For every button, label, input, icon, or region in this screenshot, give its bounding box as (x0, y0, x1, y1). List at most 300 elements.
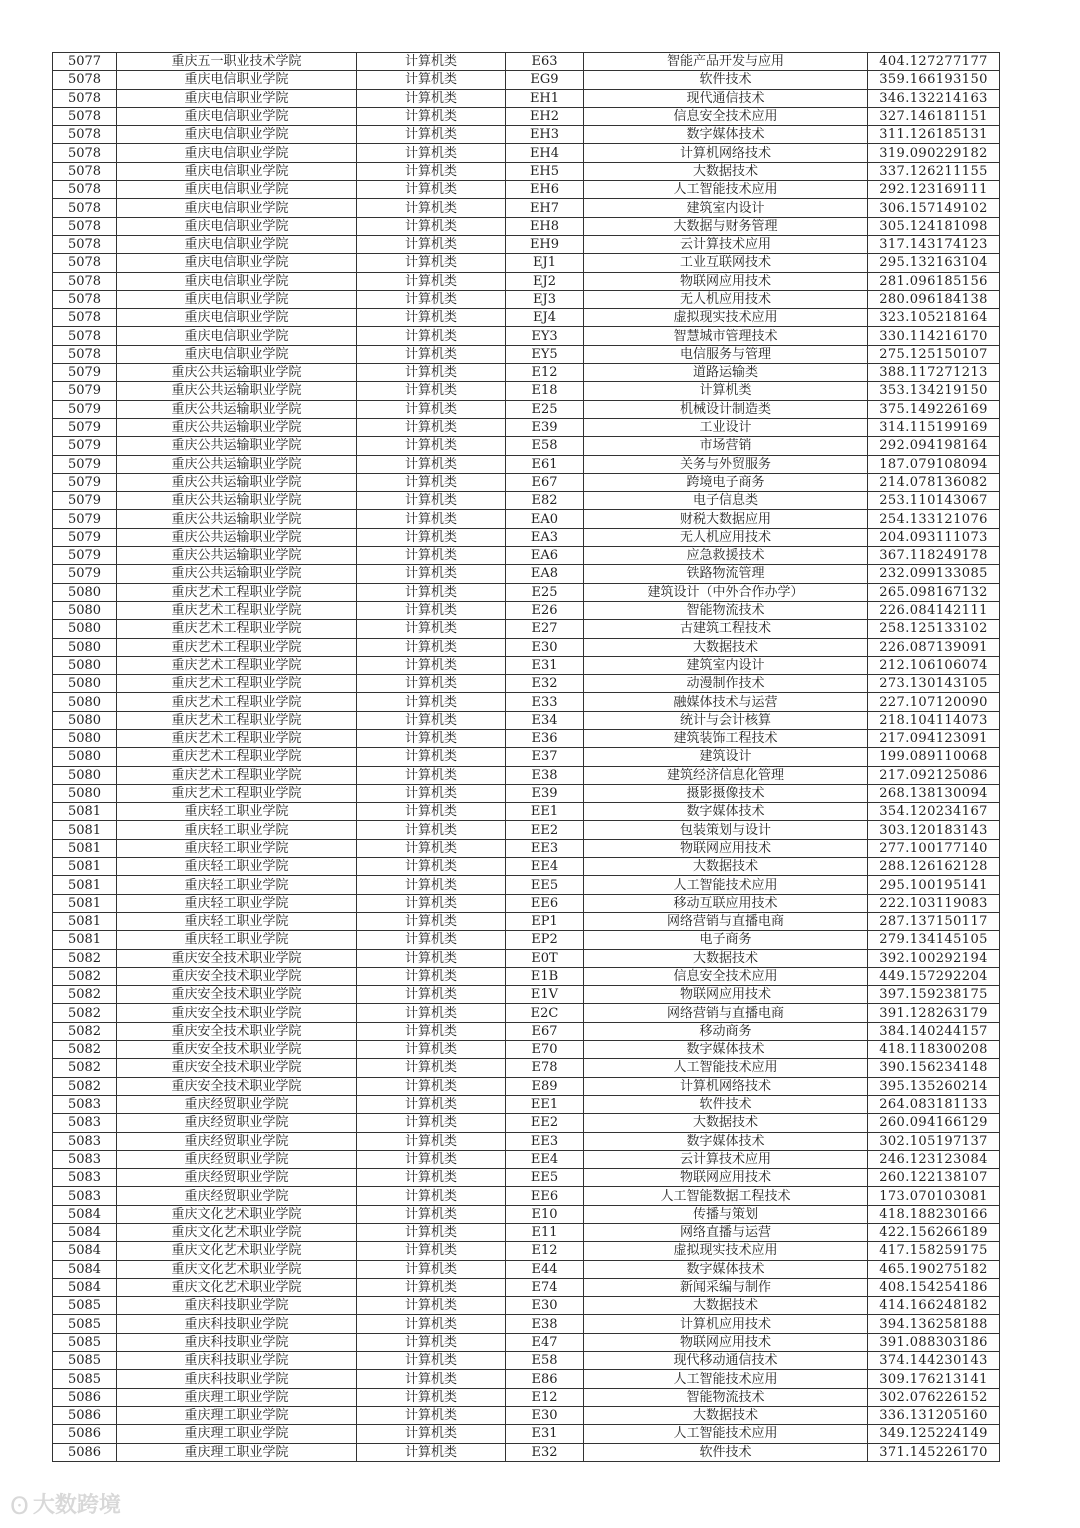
school-name-cell: 重庆安全技术职业学院 (117, 967, 357, 985)
school-code-cell: 5078 (53, 254, 117, 272)
school-name-cell: 重庆轻工职业学院 (117, 931, 357, 949)
school-name-cell: 重庆电信职业学院 (117, 345, 357, 363)
score-cell: 414.166248182 (868, 1297, 1000, 1315)
score-cell: 275.125150107 (868, 345, 1000, 363)
school-name-cell: 重庆轻工职业学院 (117, 803, 357, 821)
major-name-cell: 物联网应用技术 (584, 1333, 868, 1351)
major-name-cell: 大数据技术 (584, 638, 868, 656)
table-row (53, 931, 1000, 949)
category-cell: 计算机类 (357, 235, 506, 253)
major-code-cell: EE3 (506, 1132, 584, 1150)
score-cell: 273.130143105 (868, 675, 1000, 693)
major-code-cell: EE4 (506, 858, 584, 876)
category-cell: 计算机类 (357, 492, 506, 510)
school-name-cell: 重庆艺术工程职业学院 (117, 693, 357, 711)
table-row (53, 144, 1000, 162)
major-name-cell: 人工智能技术应用 (584, 1059, 868, 1077)
score-cell: 327.146181151 (868, 107, 1000, 125)
school-code-cell: 5077 (53, 53, 117, 71)
school-name-cell: 重庆经贸职业学院 (117, 1187, 357, 1205)
major-code-cell: EJ1 (506, 254, 584, 272)
major-code-cell: E38 (506, 766, 584, 784)
category-cell: 计算机类 (357, 382, 506, 400)
score-cell: 305.124181098 (868, 217, 1000, 235)
school-code-cell: 5078 (53, 71, 117, 89)
score-cell: 295.132163104 (868, 254, 1000, 272)
major-name-cell: 现代移动通信技术 (584, 1352, 868, 1370)
category-cell: 计算机类 (357, 528, 506, 546)
category-cell: 计算机类 (357, 675, 506, 693)
table-row (53, 473, 1000, 491)
school-name-cell: 重庆理工职业学院 (117, 1406, 357, 1424)
major-name-cell: 无人机应用技术 (584, 290, 868, 308)
table-row (53, 126, 1000, 144)
admission-score-table (52, 52, 1000, 1462)
school-code-cell: 5079 (53, 528, 117, 546)
table-row (53, 858, 1000, 876)
table-row (53, 748, 1000, 766)
table-row (53, 1169, 1000, 1187)
category-cell: 计算机类 (357, 1388, 506, 1406)
category-cell: 计算机类 (357, 1004, 506, 1022)
major-name-cell: 电子商务 (584, 931, 868, 949)
major-name-cell: 人工智能数据工程技术 (584, 1187, 868, 1205)
school-code-cell: 5083 (53, 1114, 117, 1132)
school-name-cell: 重庆安全技术职业学院 (117, 1059, 357, 1077)
category-cell: 计算机类 (357, 107, 506, 125)
major-name-cell: 大数据技术 (584, 858, 868, 876)
table-row (53, 290, 1000, 308)
score-cell: 302.105197137 (868, 1132, 1000, 1150)
score-cell: 260.122138107 (868, 1169, 1000, 1187)
category-cell: 计算机类 (357, 784, 506, 802)
table-row (53, 437, 1000, 455)
major-name-cell: 物联网应用技术 (584, 839, 868, 857)
table-row (53, 1224, 1000, 1242)
score-cell: 465.190275182 (868, 1260, 1000, 1278)
score-cell: 288.126162128 (868, 858, 1000, 876)
table-row (53, 1242, 1000, 1260)
table-row (53, 986, 1000, 1004)
score-cell: 388.117271213 (868, 364, 1000, 382)
major-code-cell: E37 (506, 748, 584, 766)
major-code-cell: EA8 (506, 565, 584, 583)
school-name-cell: 重庆轻工职业学院 (117, 839, 357, 857)
score-cell: 279.134145105 (868, 931, 1000, 949)
school-code-cell: 5085 (53, 1315, 117, 1333)
score-cell: 253.110143067 (868, 492, 1000, 510)
major-code-cell: E32 (506, 675, 584, 693)
score-cell: 353.134219150 (868, 382, 1000, 400)
major-name-cell: 数字媒体技术 (584, 1260, 868, 1278)
category-cell: 计算机类 (357, 766, 506, 784)
school-name-cell: 重庆轻工职业学院 (117, 858, 357, 876)
major-code-cell: E12 (506, 1242, 584, 1260)
major-name-cell: 虚拟现实技术应用 (584, 1242, 868, 1260)
major-code-cell: E70 (506, 1041, 584, 1059)
table-row (53, 162, 1000, 180)
school-name-cell: 重庆公共运输职业学院 (117, 565, 357, 583)
major-code-cell: E18 (506, 382, 584, 400)
score-cell: 264.083181133 (868, 1095, 1000, 1113)
table-row (53, 181, 1000, 199)
school-name-cell: 重庆电信职业学院 (117, 89, 357, 107)
category-cell: 计算机类 (357, 1205, 506, 1223)
major-name-cell: 道路运输类 (584, 364, 868, 382)
category-cell: 计算机类 (357, 272, 506, 290)
school-code-cell: 5081 (53, 931, 117, 949)
major-code-cell: EE5 (506, 1169, 584, 1187)
major-name-cell: 市场营销 (584, 437, 868, 455)
major-code-cell: E32 (506, 1443, 584, 1461)
school-code-cell: 5078 (53, 345, 117, 363)
major-code-cell: EE3 (506, 839, 584, 857)
school-code-cell: 5081 (53, 894, 117, 912)
major-code-cell: EH1 (506, 89, 584, 107)
table-row (53, 309, 1000, 327)
major-code-cell: EP2 (506, 931, 584, 949)
category-cell: 计算机类 (357, 162, 506, 180)
school-name-cell: 重庆电信职业学院 (117, 181, 357, 199)
category-cell: 计算机类 (357, 1114, 506, 1132)
table-row (53, 620, 1000, 638)
school-code-cell: 5079 (53, 492, 117, 510)
table-row (53, 510, 1000, 528)
school-name-cell: 重庆安全技术职业学院 (117, 949, 357, 967)
school-name-cell: 重庆经贸职业学院 (117, 1150, 357, 1168)
category-cell: 计算机类 (357, 1352, 506, 1370)
school-code-cell: 5079 (53, 400, 117, 418)
table-row (53, 455, 1000, 473)
major-name-cell: 人工智能技术应用 (584, 876, 868, 894)
table-row (53, 729, 1000, 747)
table-row (53, 235, 1000, 253)
major-code-cell: E0T (506, 949, 584, 967)
school-code-cell: 5078 (53, 107, 117, 125)
school-code-cell: 5080 (53, 784, 117, 802)
school-code-cell: 5081 (53, 839, 117, 857)
table-row (53, 675, 1000, 693)
score-cell: 375.149226169 (868, 400, 1000, 418)
major-name-cell: 物联网应用技术 (584, 272, 868, 290)
table-row (53, 1297, 1000, 1315)
major-name-cell: 工业设计 (584, 418, 868, 436)
major-name-cell: 机械设计制造类 (584, 400, 868, 418)
score-cell: 309.176213141 (868, 1370, 1000, 1388)
major-name-cell: 数字媒体技术 (584, 126, 868, 144)
score-cell: 395.135260214 (868, 1077, 1000, 1095)
school-code-cell: 5078 (53, 126, 117, 144)
major-code-cell: E89 (506, 1077, 584, 1095)
category-cell: 计算机类 (357, 217, 506, 235)
school-name-cell: 重庆公共运输职业学院 (117, 382, 357, 400)
major-code-cell: E12 (506, 1388, 584, 1406)
school-name-cell: 重庆经贸职业学院 (117, 1114, 357, 1132)
category-cell: 计算机类 (357, 858, 506, 876)
school-code-cell: 5079 (53, 364, 117, 382)
school-name-cell: 重庆文化艺术职业学院 (117, 1278, 357, 1296)
major-code-cell: E86 (506, 1370, 584, 1388)
major-name-cell: 信息安全技术应用 (584, 107, 868, 125)
table-row (53, 912, 1000, 930)
score-cell: 268.138130094 (868, 784, 1000, 802)
major-name-cell: 人工智能技术应用 (584, 181, 868, 199)
category-cell: 计算机类 (357, 309, 506, 327)
school-code-cell: 5078 (53, 235, 117, 253)
category-cell: 计算机类 (357, 1041, 506, 1059)
score-cell: 336.131205160 (868, 1406, 1000, 1424)
school-code-cell: 5084 (53, 1242, 117, 1260)
major-name-cell: 计算机类 (584, 382, 868, 400)
category-cell: 计算机类 (357, 510, 506, 528)
score-cell: 354.120234167 (868, 803, 1000, 821)
major-name-cell: 建筑设计（中外合作办学） (584, 583, 868, 601)
table-row (53, 803, 1000, 821)
category-cell: 计算机类 (357, 400, 506, 418)
school-name-cell: 重庆科技职业学院 (117, 1370, 357, 1388)
school-name-cell: 重庆科技职业学院 (117, 1352, 357, 1370)
school-name-cell: 重庆艺术工程职业学院 (117, 675, 357, 693)
major-name-cell: 传播与策划 (584, 1205, 868, 1223)
school-code-cell: 5086 (53, 1443, 117, 1461)
major-code-cell: E30 (506, 1406, 584, 1424)
major-code-cell: EA3 (506, 528, 584, 546)
school-code-cell: 5082 (53, 949, 117, 967)
table-row (53, 821, 1000, 839)
major-name-cell: 大数据技术 (584, 1297, 868, 1315)
score-cell: 371.145226170 (868, 1443, 1000, 1461)
score-cell: 214.078136082 (868, 473, 1000, 491)
category-cell: 计算机类 (357, 89, 506, 107)
table-row (53, 1443, 1000, 1461)
table-row (53, 327, 1000, 345)
school-code-cell: 5082 (53, 1077, 117, 1095)
major-name-cell: 虚拟现实技术应用 (584, 309, 868, 327)
category-cell: 计算机类 (357, 894, 506, 912)
table-row (53, 1004, 1000, 1022)
school-name-cell: 重庆文化艺术职业学院 (117, 1242, 357, 1260)
major-code-cell: EJ4 (506, 309, 584, 327)
category-cell: 计算机类 (357, 1224, 506, 1242)
school-name-cell: 重庆电信职业学院 (117, 290, 357, 308)
score-cell: 319.090229182 (868, 144, 1000, 162)
category-cell: 计算机类 (357, 327, 506, 345)
school-code-cell: 5086 (53, 1388, 117, 1406)
school-name-cell: 重庆电信职业学院 (117, 254, 357, 272)
category-cell: 计算机类 (357, 1333, 506, 1351)
table-row (53, 1077, 1000, 1095)
category-cell: 计算机类 (357, 1443, 506, 1461)
school-name-cell: 重庆电信职业学院 (117, 107, 357, 125)
major-name-cell: 软件技术 (584, 1095, 868, 1113)
score-cell: 330.114216170 (868, 327, 1000, 345)
major-code-cell: E27 (506, 620, 584, 638)
table-row (53, 711, 1000, 729)
category-cell: 计算机类 (357, 1022, 506, 1040)
school-code-cell: 5086 (53, 1425, 117, 1443)
major-code-cell: E30 (506, 1297, 584, 1315)
school-code-cell: 5086 (53, 1406, 117, 1424)
school-code-cell: 5083 (53, 1095, 117, 1113)
school-name-cell: 重庆安全技术职业学院 (117, 1077, 357, 1095)
school-code-cell: 5078 (53, 199, 117, 217)
category-cell: 计算机类 (357, 693, 506, 711)
category-cell: 计算机类 (357, 455, 506, 473)
major-code-cell: EJ2 (506, 272, 584, 290)
score-cell: 306.157149102 (868, 199, 1000, 217)
school-name-cell: 重庆电信职业学院 (117, 144, 357, 162)
school-name-cell: 重庆电信职业学院 (117, 327, 357, 345)
major-name-cell: 大数据与财务管理 (584, 217, 868, 235)
school-code-cell: 5084 (53, 1205, 117, 1223)
category-cell: 计算机类 (357, 565, 506, 583)
major-code-cell: EE2 (506, 821, 584, 839)
major-name-cell: 摄影摄像技术 (584, 784, 868, 802)
table-row (53, 894, 1000, 912)
major-code-cell: EE1 (506, 1095, 584, 1113)
school-name-cell: 重庆艺术工程职业学院 (117, 583, 357, 601)
table-row (53, 1370, 1000, 1388)
category-cell: 计算机类 (357, 638, 506, 656)
table-row (53, 1132, 1000, 1150)
school-code-cell: 5080 (53, 748, 117, 766)
major-name-cell: 移动互联应用技术 (584, 894, 868, 912)
major-name-cell: 建筑经济信息化管理 (584, 766, 868, 784)
major-name-cell: 智能物流技术 (584, 601, 868, 619)
table-row (53, 1150, 1000, 1168)
school-code-cell: 5082 (53, 967, 117, 985)
major-name-cell: 数字媒体技术 (584, 1041, 868, 1059)
major-code-cell: EH6 (506, 181, 584, 199)
major-name-cell: 动漫制作技术 (584, 675, 868, 693)
major-name-cell: 人工智能技术应用 (584, 1370, 868, 1388)
score-cell: 292.123169111 (868, 181, 1000, 199)
school-code-cell: 5078 (53, 144, 117, 162)
category-cell: 计算机类 (357, 53, 506, 71)
major-code-cell: E39 (506, 784, 584, 802)
major-code-cell: E44 (506, 1260, 584, 1278)
score-cell: 212.106106074 (868, 656, 1000, 674)
major-name-cell: 大数据技术 (584, 162, 868, 180)
major-name-cell: 移动商务 (584, 1022, 868, 1040)
table-row (53, 1278, 1000, 1296)
major-code-cell: E33 (506, 693, 584, 711)
major-code-cell: E63 (506, 53, 584, 71)
school-code-cell: 5083 (53, 1169, 117, 1187)
school-name-cell: 重庆艺术工程职业学院 (117, 729, 357, 747)
school-name-cell: 重庆轻工职业学院 (117, 821, 357, 839)
major-code-cell: EH9 (506, 235, 584, 253)
score-cell: 408.154254186 (868, 1278, 1000, 1296)
category-cell: 计算机类 (357, 290, 506, 308)
school-name-cell: 重庆电信职业学院 (117, 126, 357, 144)
school-name-cell: 重庆公共运输职业学院 (117, 473, 357, 491)
table-row (53, 272, 1000, 290)
school-name-cell: 重庆电信职业学院 (117, 71, 357, 89)
school-code-cell: 5085 (53, 1370, 117, 1388)
major-name-cell: 智慧城市管理技术 (584, 327, 868, 345)
school-code-cell: 5085 (53, 1352, 117, 1370)
major-name-cell: 软件技术 (584, 71, 868, 89)
score-cell: 187.079108094 (868, 455, 1000, 473)
major-name-cell: 无人机应用技术 (584, 528, 868, 546)
major-name-cell: 古建筑工程技术 (584, 620, 868, 638)
school-name-cell: 重庆公共运输职业学院 (117, 437, 357, 455)
school-name-cell: 重庆五一职业技术学院 (117, 53, 357, 71)
category-cell: 计算机类 (357, 1242, 506, 1260)
school-code-cell: 5082 (53, 1022, 117, 1040)
school-code-cell: 5080 (53, 711, 117, 729)
major-code-cell: EE4 (506, 1150, 584, 1168)
major-code-cell: EH4 (506, 144, 584, 162)
score-cell: 246.123123084 (868, 1150, 1000, 1168)
major-code-cell: E39 (506, 418, 584, 436)
school-code-cell: 5080 (53, 583, 117, 601)
school-name-cell: 重庆公共运输职业学院 (117, 455, 357, 473)
table-row (53, 693, 1000, 711)
major-code-cell: EE6 (506, 1187, 584, 1205)
watermark-text: 大数跨境 (32, 1493, 121, 1518)
table-row (53, 418, 1000, 436)
score-cell: 218.104114073 (868, 711, 1000, 729)
school-code-cell: 5081 (53, 821, 117, 839)
school-name-cell: 重庆文化艺术职业学院 (117, 1260, 357, 1278)
school-code-cell: 5081 (53, 803, 117, 821)
score-cell: 302.076226152 (868, 1388, 1000, 1406)
category-cell: 计算机类 (357, 803, 506, 821)
school-name-cell: 重庆公共运输职业学院 (117, 528, 357, 546)
major-code-cell: EE1 (506, 803, 584, 821)
table-row (53, 967, 1000, 985)
score-cell: 295.100195141 (868, 876, 1000, 894)
table-row (53, 1059, 1000, 1077)
school-code-cell: 5081 (53, 876, 117, 894)
major-code-cell: E36 (506, 729, 584, 747)
score-cell: 317.143174123 (868, 235, 1000, 253)
category-cell: 计算机类 (357, 1077, 506, 1095)
major-code-cell: EH2 (506, 107, 584, 125)
school-name-cell: 重庆安全技术职业学院 (117, 986, 357, 1004)
score-cell: 374.144230143 (868, 1352, 1000, 1370)
school-code-cell: 5078 (53, 89, 117, 107)
school-code-cell: 5080 (53, 693, 117, 711)
score-cell: 323.105218164 (868, 309, 1000, 327)
score-cell: 417.158259175 (868, 1242, 1000, 1260)
major-name-cell: 云计算技术应用 (584, 1150, 868, 1168)
major-code-cell: EE2 (506, 1114, 584, 1132)
table-row (53, 1114, 1000, 1132)
table-row (53, 1260, 1000, 1278)
category-cell: 计算机类 (357, 1370, 506, 1388)
school-name-cell: 重庆艺术工程职业学院 (117, 620, 357, 638)
school-name-cell: 重庆文化艺术职业学院 (117, 1205, 357, 1223)
table-row (53, 71, 1000, 89)
school-name-cell: 重庆理工职业学院 (117, 1443, 357, 1461)
major-name-cell: 现代通信技术 (584, 89, 868, 107)
table-row (53, 839, 1000, 857)
score-cell: 232.099133085 (868, 565, 1000, 583)
school-code-cell: 5079 (53, 382, 117, 400)
category-cell: 计算机类 (357, 345, 506, 363)
score-cell: 418.188230166 (868, 1205, 1000, 1223)
table-row (53, 400, 1000, 418)
major-name-cell: 建筑设计 (584, 748, 868, 766)
major-code-cell: E25 (506, 400, 584, 418)
major-code-cell: EH8 (506, 217, 584, 235)
score-cell: 199.089110068 (868, 748, 1000, 766)
category-cell: 计算机类 (357, 748, 506, 766)
table-row (53, 1315, 1000, 1333)
